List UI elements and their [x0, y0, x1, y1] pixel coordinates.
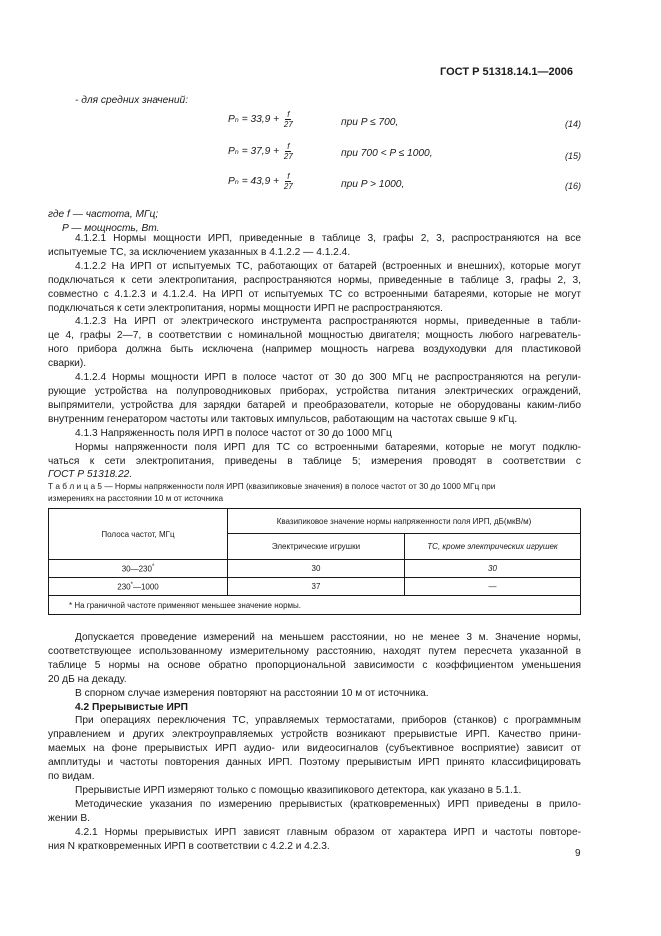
footnote-mark: * [130, 581, 133, 588]
where-line-1: где f — частота, МГц; [48, 209, 159, 220]
text-line: При операциях переключения ТС, управляемых термостатами, приборов (станков) с программным [75, 715, 581, 727]
table-5-caption [48, 480, 495, 504]
text-line: 4.2.1 Нормы прерывистых ИРП зависят главным образом от характера ИРП и частоты повторе- [75, 826, 581, 838]
text-line: 4.1.2.4 Нормы мощности ИРП в полосе частот от 30 до 300 МГц не распространяются на регули- [75, 372, 581, 384]
text-line: внутренним генератором частоты или тактовых импульсов, работающим на частотах свыше 9 кГц. [48, 413, 518, 425]
where-line-2: P — мощность, Вт. [62, 223, 160, 234]
section-4-1-2-text [48, 232, 581, 482]
text-line: маемых на фоне прерывистых ИРП аудио- или видеосигналов (субъективное восприятие) зависит от [48, 743, 581, 755]
caption-line: измерениях на расстоянии 10 м от источника [48, 493, 224, 503]
text-line: жении В. [48, 812, 90, 824]
cell-band [49, 578, 228, 596]
formula-denominator: 27 [283, 120, 293, 129]
intro-label: - для средних значений: [75, 95, 189, 106]
formula-16 [228, 172, 293, 191]
text-line: испытуемые ТС, за исключением указанных в 4.1.2.2 — 4.1.2.4. [48, 246, 351, 258]
equation-number-16: (16) [565, 181, 582, 191]
text-line: таблице 5 нормы на основе обратно пропорциональной зависимости с коэффициентом уменьшения [48, 659, 581, 671]
text-line: 4.1.2.2 На ИРП от испытуемых ТС, работающих от батарей (встроенных и внешних), которые могут [75, 260, 581, 272]
cell-other: — [405, 578, 581, 596]
formula-numerator: f [287, 172, 290, 181]
header-other-equipment: ТС, кроме электрических игрушек [405, 534, 581, 560]
table-5 [48, 508, 581, 615]
formula-lhs: Pₙ = 43,9 + [228, 176, 280, 188]
band-value-prefix: 230 [117, 582, 131, 592]
band-value-suffix: —1000 [132, 582, 159, 592]
text-line: чаться к сети электропитания, приведены в таблице 5; измерения проводят в соответствии с [48, 455, 581, 467]
formula-denominator: 27 [283, 152, 293, 161]
header-frequency-band: Полоса частот, МГц [49, 509, 228, 560]
formula-numerator: f [287, 110, 290, 119]
table-row [49, 578, 581, 596]
equation-number-15: (15) [565, 151, 582, 161]
text-line: подключаться к сети электропитания, распространяются нормы, приведенные в таблице 3, графы 2, 3, [48, 274, 581, 286]
text-line: рующие устройства на полупроводниковых приборах, устройства питания электрических ограждений, [48, 385, 581, 397]
text-line: Допускается проведение измерений на меньшем расстоянии, но не менее 3 м. Значение нормы, [75, 632, 581, 643]
text-line: 4.1.2.1 Нормы мощности ИРП, приведенные в таблице 3, графы 2, 3, распространяются на все [75, 233, 581, 244]
text-line: 4.1.2.3 На ИРП от электрического инструмента распространяются нормы, приведенные в табли- [75, 316, 581, 328]
text-line: В спорном случае измерения повторяют на расстоянии 10 м от источника. [75, 687, 429, 699]
formula-numerator: f [287, 142, 290, 151]
text-line: совместно с 4.1.2.3 и 4.1.2.4. На ИРП от испытуемых ТС со встроенными батареями, которые не могут [48, 288, 581, 300]
header-quasi-peak-group: Квазипиковое значение нормы напряженности поля ИРП, дБ(мкВ/м) [228, 509, 581, 534]
formula-15 [228, 142, 293, 161]
text-line: подключаться к сети электропитания, нормы мощности ИРП не распространяются. [48, 302, 444, 314]
text-line: Нормы напряженности поля ИРП для ТС со встроенными батареями, которые не могут подклю- [75, 441, 581, 453]
formula-lhs: Pₙ = 33,9 + [228, 114, 280, 126]
text-line: 4.1.3 Напряженность поля ИРП в полосе частот от 30 до 1000 МГц [75, 427, 392, 439]
text-line: ГОСТ Р 51318.22. [48, 469, 133, 481]
text-line: Методические указания по измерению прерывистых (кратковременных) ИРП приведены в прило- [75, 798, 581, 810]
page-number: 9 [575, 848, 581, 859]
table-row [49, 560, 581, 578]
text-line: управлением и других электроуправляемых устройств возникают прерывистые ИРП. Качество прини- [48, 729, 581, 741]
text-line: соответствующее использованному измерительному расстоянию, находят путем пересчета указанной в [48, 645, 581, 657]
cell-toys: 30 [228, 560, 405, 578]
equation-number-14: (14) [565, 119, 582, 129]
text-line: сварки). [48, 358, 87, 370]
formula-denominator: 27 [283, 182, 293, 191]
text-line: Прерывистые ИРП измеряют только с помощью квазипикового детектора, как указано в 5.1.1. [75, 784, 522, 796]
formula-lhs: Pₙ = 37,9 + [228, 146, 280, 158]
caption-line: Т а б л и ц а 5 — Нормы напряженности поля ИРП (квазипиковые значения) в полосе частот от 30 до 1000 МГц при [48, 481, 496, 491]
text-line: амплитуды и частоты повторения данных ИРП. Поэтому прерывистым ИРП принято классифицировать [48, 757, 581, 769]
formula-14-condition: при P ≤ 700, [341, 117, 399, 128]
text-line: выпрямители, устройства для зарядки батарей и преобразователи, которые не оборудованы каким-либо [48, 399, 581, 411]
formula-15-condition: при 700 < P ≤ 1000, [341, 148, 433, 159]
section-heading-4-2: 4.2 Прерывистые ИРП [75, 701, 188, 713]
text-line: 20 дБ на декаду. [48, 673, 127, 685]
formula-14 [228, 110, 293, 129]
text-line: ного прибора должна быть исключена (например мощность нагрева воздуходувки для пластиковой [48, 344, 581, 356]
band-value: 30—230 [121, 564, 152, 574]
formula-16-condition: при P > 1000, [341, 179, 405, 190]
document-standard-header: ГОСТ Р 51318.14.1—2006 [440, 66, 574, 78]
text-line: це 4, графы 2—7, в соответствии с номинальной мощностью двигателя; мощность любого нагреватель- [48, 330, 581, 342]
section-4-2-text [48, 631, 581, 854]
cell-toys: 37 [228, 578, 405, 596]
header-electric-toys: Электрические игрушки [228, 534, 405, 560]
footnote-mark: * [151, 563, 155, 570]
cell-other: 30 [405, 560, 581, 578]
text-line: ния N кратковременных ИРП в соответствии с 4.2.2 и 4.2.3. [48, 840, 330, 852]
cell-band [49, 560, 228, 578]
text-line: по видам. [48, 771, 95, 783]
table-footnote: * На граничной частоте применяют меньшее значение нормы. [49, 596, 581, 615]
